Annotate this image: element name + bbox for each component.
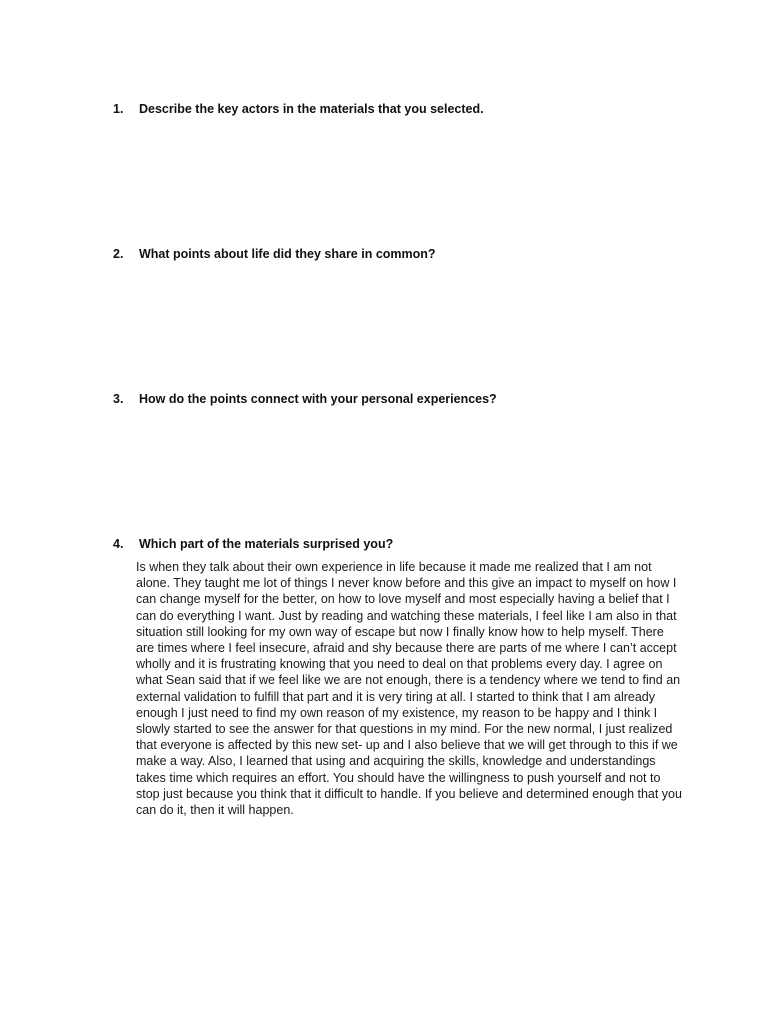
question-1-number: 1. <box>113 102 124 116</box>
question-3 <box>113 391 497 407</box>
answer-4-paragraph: Is when they talk about their own experience in life because it made me realized that I am not alone. They taught me lot of things I never know before and this give an impact to myself on how I can change myself for the better, on how to love myself and most especially having a belief that I can do everything I want. Just by reading and watching these materials, I feel like I am also in that situation still looking for my own way of escape but now I finally know how to help myself. There are times where I feel insecure, afraid and shy because there are parts of me where I can’t accept wholly and it is frustrating knowing that you need to deal on that problems every day. I agree on what Sean said that if we feel like we are not enough, there is a tendency where we tend to find an external validation to fulfill that part and it is very tiring at all. I started to think that I am already enough I just need to find my own reason of my existence, my reason to be happy and I think I slowly started to see the answer for that questions in my mind. For the new normal, I just realized that everyone is affected by this new set- up and I also believe that we will get through to this if we make a way. Also, I learned that using and acquiring the skills, knowledge and understandings takes time which requires an effort. You should have the willingness to push yourself and not to stop just because you think that it difficult to handle. If you believe and determined enough that you can do it, then it will happen. <box>136 560 682 818</box>
question-3-text: How do the points connect with your personal experiences? <box>139 392 497 406</box>
question-3-number: 3. <box>113 392 124 406</box>
question-4 <box>113 536 393 552</box>
question-4-text: Which part of the materials surprised you? <box>139 537 394 551</box>
question-2-text: What points about life did they share in common? <box>139 247 436 261</box>
question-2-number: 2. <box>113 247 124 261</box>
question-2 <box>113 246 436 262</box>
question-1 <box>113 101 484 117</box>
question-1-text: Describe the key actors in the materials that you selected. <box>139 102 484 116</box>
question-4-number: 4. <box>113 537 124 551</box>
